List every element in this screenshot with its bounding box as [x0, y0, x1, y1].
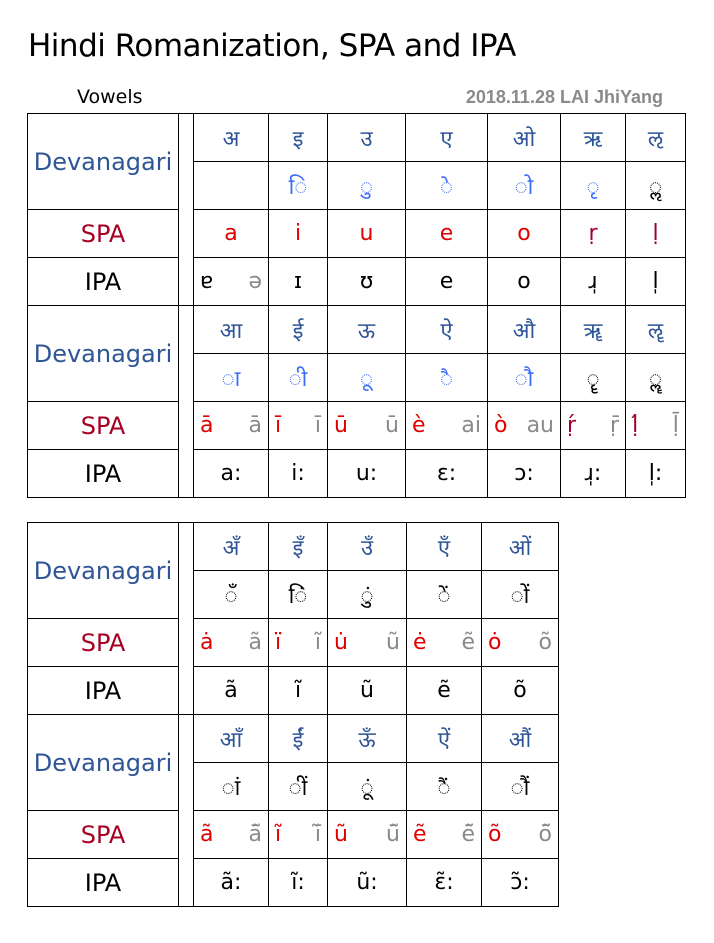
spa-cell: [194, 811, 269, 859]
ipa-row: [28, 450, 686, 498]
author-date: 2018.11.28 LAI JhiYang: [465, 87, 663, 107]
spa-pair: [407, 630, 481, 655]
matra-cell: ◌ौ: [488, 354, 561, 402]
ipa-value: ẽ: [437, 678, 451, 703]
spa-cell: [561, 210, 626, 258]
spa-pair: [269, 413, 327, 438]
spa-alt-value: ā̃: [248, 822, 262, 847]
ipa-cell: [194, 667, 269, 715]
ipa-value: ĩ:: [291, 870, 305, 895]
devanagari-cell: औ: [488, 306, 561, 354]
ipa-alt-value: ə: [248, 269, 262, 294]
spa-cell: [328, 619, 407, 667]
ipa-value: ɔ̃:: [510, 870, 530, 895]
ipa-cell: [482, 667, 559, 715]
devanagari-row: [28, 306, 686, 354]
devanagari-cell: ई: [269, 306, 328, 354]
devanagari-cell: इ: [269, 114, 328, 162]
spa-cell: [194, 210, 269, 258]
spa-pair: [626, 413, 685, 438]
spa-alt-value: ū̃: [386, 822, 400, 847]
ipa-cell: [269, 859, 328, 907]
spa-cell: [194, 402, 269, 450]
devanagari-cell: ॡ: [626, 306, 686, 354]
matra-cell: ◌ै: [406, 354, 488, 402]
ipa-cell: [269, 667, 328, 715]
spa-cell: [407, 619, 482, 667]
spa-row: [28, 811, 559, 859]
devanagari-cell: आ: [194, 306, 269, 354]
spa-cell: [406, 402, 488, 450]
spa-cell: [269, 210, 328, 258]
ipa-cell: [328, 667, 407, 715]
devanagari-cell: ओ: [488, 114, 561, 162]
ipa-cell: [482, 859, 559, 907]
spa-alt-value: õ: [538, 630, 552, 655]
spa-value: ė: [413, 630, 427, 655]
ipa-value: ĩ: [294, 678, 302, 703]
spa-value: ũ: [334, 822, 348, 847]
matra-cell: ◌ू: [328, 354, 406, 402]
spa-cell: [328, 210, 406, 258]
spa-value: è: [412, 413, 426, 438]
matra-cell: ◌ौं: [482, 763, 559, 811]
devanagari-label: Devanagari: [28, 306, 179, 402]
spa-cell: [328, 811, 407, 859]
matra-cell: ◌ॣ: [626, 354, 686, 402]
ipa-value: ɪ: [293, 269, 303, 294]
matra-cell: ◌ुं: [328, 571, 407, 619]
devanagari-cell: ॠ: [561, 306, 626, 354]
ipa-value: l̩: [652, 269, 659, 294]
spa-pair: [482, 822, 558, 847]
ipa-cell: [194, 258, 269, 306]
spa-value: ṛ: [588, 221, 598, 246]
spa-value: ȯ: [488, 630, 502, 655]
ipa-cell: [561, 450, 626, 498]
matra-cell: ◌ो: [488, 162, 561, 210]
spacer-column: [179, 306, 194, 498]
spa-pair: [407, 822, 481, 847]
matra-cell: ◌ें: [407, 571, 482, 619]
spa-cell: [328, 402, 406, 450]
devanagari-cell: एँ: [407, 523, 482, 571]
ipa-row: [28, 859, 559, 907]
matra-cell: ◌ैं: [407, 763, 482, 811]
spa-value: u: [359, 221, 374, 246]
spa-pair: [488, 413, 560, 438]
spa-alt-value: ã: [248, 630, 262, 655]
devanagari-cell: ऐं: [407, 715, 482, 763]
spacer-column: [179, 114, 194, 306]
spa-value: ï: [275, 630, 282, 655]
spa-alt-value: ḹ: [672, 413, 679, 438]
matra-cell: ◌ि: [269, 162, 328, 210]
spa-label: SPA: [28, 402, 179, 450]
spa-value: ȧ: [200, 630, 214, 655]
spa-cell: [482, 619, 559, 667]
ipa-value: u:: [355, 461, 378, 486]
ipa-value: ɹ̩:: [584, 461, 602, 486]
matra-cell: ◌ॄ: [561, 354, 626, 402]
spa-value: ī: [275, 413, 282, 438]
devanagari-cell: औं: [482, 715, 559, 763]
devanagari-cell: अँ: [194, 523, 269, 571]
spa-cell: [269, 811, 328, 859]
devanagari-cell: ऐ: [406, 306, 488, 354]
spa-cell: [269, 619, 328, 667]
spa-value: o: [517, 221, 531, 246]
spa-pair: [561, 413, 625, 438]
ipa-cell: [488, 258, 561, 306]
spa-alt-value: ū: [385, 413, 399, 438]
spa-row: [28, 210, 686, 258]
vowels-table-plain: [27, 113, 686, 498]
spa-cell: [194, 619, 269, 667]
matra-cell: ◌ृ: [561, 162, 626, 210]
devanagari-cell: उ: [328, 114, 406, 162]
spa-alt-value: ī: [314, 413, 321, 438]
ipa-cell: [407, 667, 482, 715]
matra-cell: ◌ूं: [328, 763, 407, 811]
ipa-cell: [328, 450, 406, 498]
ipa-value: l̩:: [648, 461, 663, 486]
matra-cell: ◌ॢ: [626, 162, 686, 210]
spa-alt-value: ō̃: [538, 822, 552, 847]
spa-alt-value: ẽ: [461, 630, 475, 655]
matra-cell: ◌ा: [194, 354, 269, 402]
spa-value: ū: [334, 413, 348, 438]
spa-alt-value: ũ: [386, 630, 400, 655]
ipa-value: ɛ:: [436, 461, 457, 486]
ipa-value: ʊ: [359, 269, 374, 294]
spa-alt-value: ē̃: [461, 822, 475, 847]
ipa-cell: [407, 859, 482, 907]
spa-pair: [482, 630, 558, 655]
spa-value: ĩ: [275, 822, 282, 847]
spa-alt-value: ai: [461, 413, 481, 438]
ipa-cell: [194, 450, 269, 498]
ipa-cell: [328, 258, 406, 306]
spa-row: [28, 402, 686, 450]
spa-label: SPA: [28, 619, 179, 667]
ipa-label: IPA: [28, 859, 179, 907]
spa-pair: [194, 413, 268, 438]
spa-cell: [561, 402, 626, 450]
ipa-row: [28, 667, 559, 715]
ipa-cell: [406, 450, 488, 498]
devanagari-cell: इँ: [269, 523, 328, 571]
ipa-cell: [488, 450, 561, 498]
page-title: Hindi Romanization, SPA and IPA: [28, 28, 516, 64]
spa-cell: [626, 402, 686, 450]
devanagari-cell: ए: [406, 114, 488, 162]
spa-value: a: [224, 221, 238, 246]
spa-alt-value: ī̃: [314, 822, 321, 847]
ipa-cell: [328, 859, 407, 907]
spa-alt-value: ā: [248, 413, 262, 438]
ipa-row: [28, 258, 686, 306]
devanagari-cell: आँ: [194, 715, 269, 763]
devanagari-cell: ईं: [269, 715, 328, 763]
devanagari-label: Devanagari: [28, 114, 179, 210]
ipa-value: o: [517, 269, 531, 294]
ipa-value: õ: [513, 678, 527, 703]
spa-pair: [269, 630, 327, 655]
matra-cell: ◌ों: [482, 571, 559, 619]
spa-value: ā: [200, 413, 214, 438]
spacer-column: [179, 523, 194, 715]
devanagari-cell: ऋ: [561, 114, 626, 162]
spa-alt-value: au: [526, 413, 554, 438]
spa-label: SPA: [28, 210, 179, 258]
ipa-value: ɛ̃:: [434, 870, 454, 895]
ipa-value: ũ: [360, 678, 374, 703]
spa-value: ã: [200, 822, 214, 847]
matra-cell: ◌ां: [194, 763, 269, 811]
spa-label: SPA: [28, 811, 179, 859]
ipa-value: ɔ:: [514, 461, 534, 486]
spa-pair: [269, 822, 327, 847]
spa-value: ò: [494, 413, 508, 438]
spa-value: e: [439, 221, 454, 246]
ipa-label: IPA: [28, 450, 179, 498]
ipa-value: ɹ̩: [588, 269, 598, 294]
ipa-value: a:: [220, 461, 242, 486]
spa-alt-value: ĩ: [314, 630, 321, 655]
spa-pair: [328, 413, 405, 438]
spa-cell: [488, 210, 561, 258]
devanagari-row: [28, 715, 559, 763]
devanagari-row: [28, 523, 559, 571]
devanagari-cell: अ: [194, 114, 269, 162]
devanagari-label: Devanagari: [28, 715, 179, 811]
ipa-cell: [194, 859, 269, 907]
ipa-cell: [561, 258, 626, 306]
devanagari-cell: ऊ: [328, 306, 406, 354]
ipa-cell: [626, 258, 686, 306]
ipa-value: ɐ: [200, 269, 214, 294]
spa-cell: [407, 811, 482, 859]
devanagari-label: Devanagari: [28, 523, 179, 619]
vowels-table-nasal: [27, 522, 559, 907]
devanagari-cell: ऌ: [626, 114, 686, 162]
spa-value: õ: [488, 822, 502, 847]
matra-cell: ◌ीं: [269, 763, 328, 811]
spa-cell: [269, 402, 328, 450]
spa-row: [28, 619, 559, 667]
devanagari-cell: ऊँ: [328, 715, 407, 763]
spa-cell: [626, 210, 686, 258]
spa-value: ṛ́: [567, 413, 577, 438]
spa-pair: [406, 413, 487, 438]
spa-cell: [406, 210, 488, 258]
devanagari-row: [28, 114, 686, 162]
spa-cell: [482, 811, 559, 859]
matra-cell: ◌िं: [269, 571, 328, 619]
section-subtitle: Vowels: [77, 86, 143, 108]
ipa-cell: [269, 258, 328, 306]
ipa-label: IPA: [28, 667, 179, 715]
ipa-label: IPA: [28, 258, 179, 306]
ipa-cell: [626, 450, 686, 498]
spa-pair: [194, 630, 268, 655]
matra-cell: [194, 162, 269, 210]
spa-value: ẽ: [413, 822, 427, 847]
spa-value: ḷ: [652, 221, 659, 246]
spa-pair: [194, 822, 268, 847]
spacer-column: [179, 715, 194, 907]
matra-cell: ◌ी: [269, 354, 328, 402]
ipa-value: e: [439, 269, 454, 294]
spa-cell: [488, 402, 561, 450]
ipa-value: ã: [224, 678, 238, 703]
devanagari-cell: उँ: [328, 523, 407, 571]
spa-value: i: [294, 221, 302, 246]
spa-alt-value: ṝ: [609, 413, 619, 438]
spa-pair: [328, 630, 406, 655]
ipa-cell: [406, 258, 488, 306]
ipa-value: ũ:: [356, 870, 378, 895]
devanagari-cell: ओं: [482, 523, 559, 571]
spa-value: u̇: [334, 630, 348, 655]
ipa-cell: [269, 450, 328, 498]
ipa-pair: [194, 269, 268, 294]
spa-pair: [328, 822, 406, 847]
ipa-value: i:: [291, 461, 305, 486]
ipa-value: ã:: [220, 870, 242, 895]
matra-cell: ◌े: [406, 162, 488, 210]
matra-cell: ◌ु: [328, 162, 406, 210]
spa-value: ḷ́: [632, 413, 639, 438]
matra-cell: ◌ँ: [194, 571, 269, 619]
